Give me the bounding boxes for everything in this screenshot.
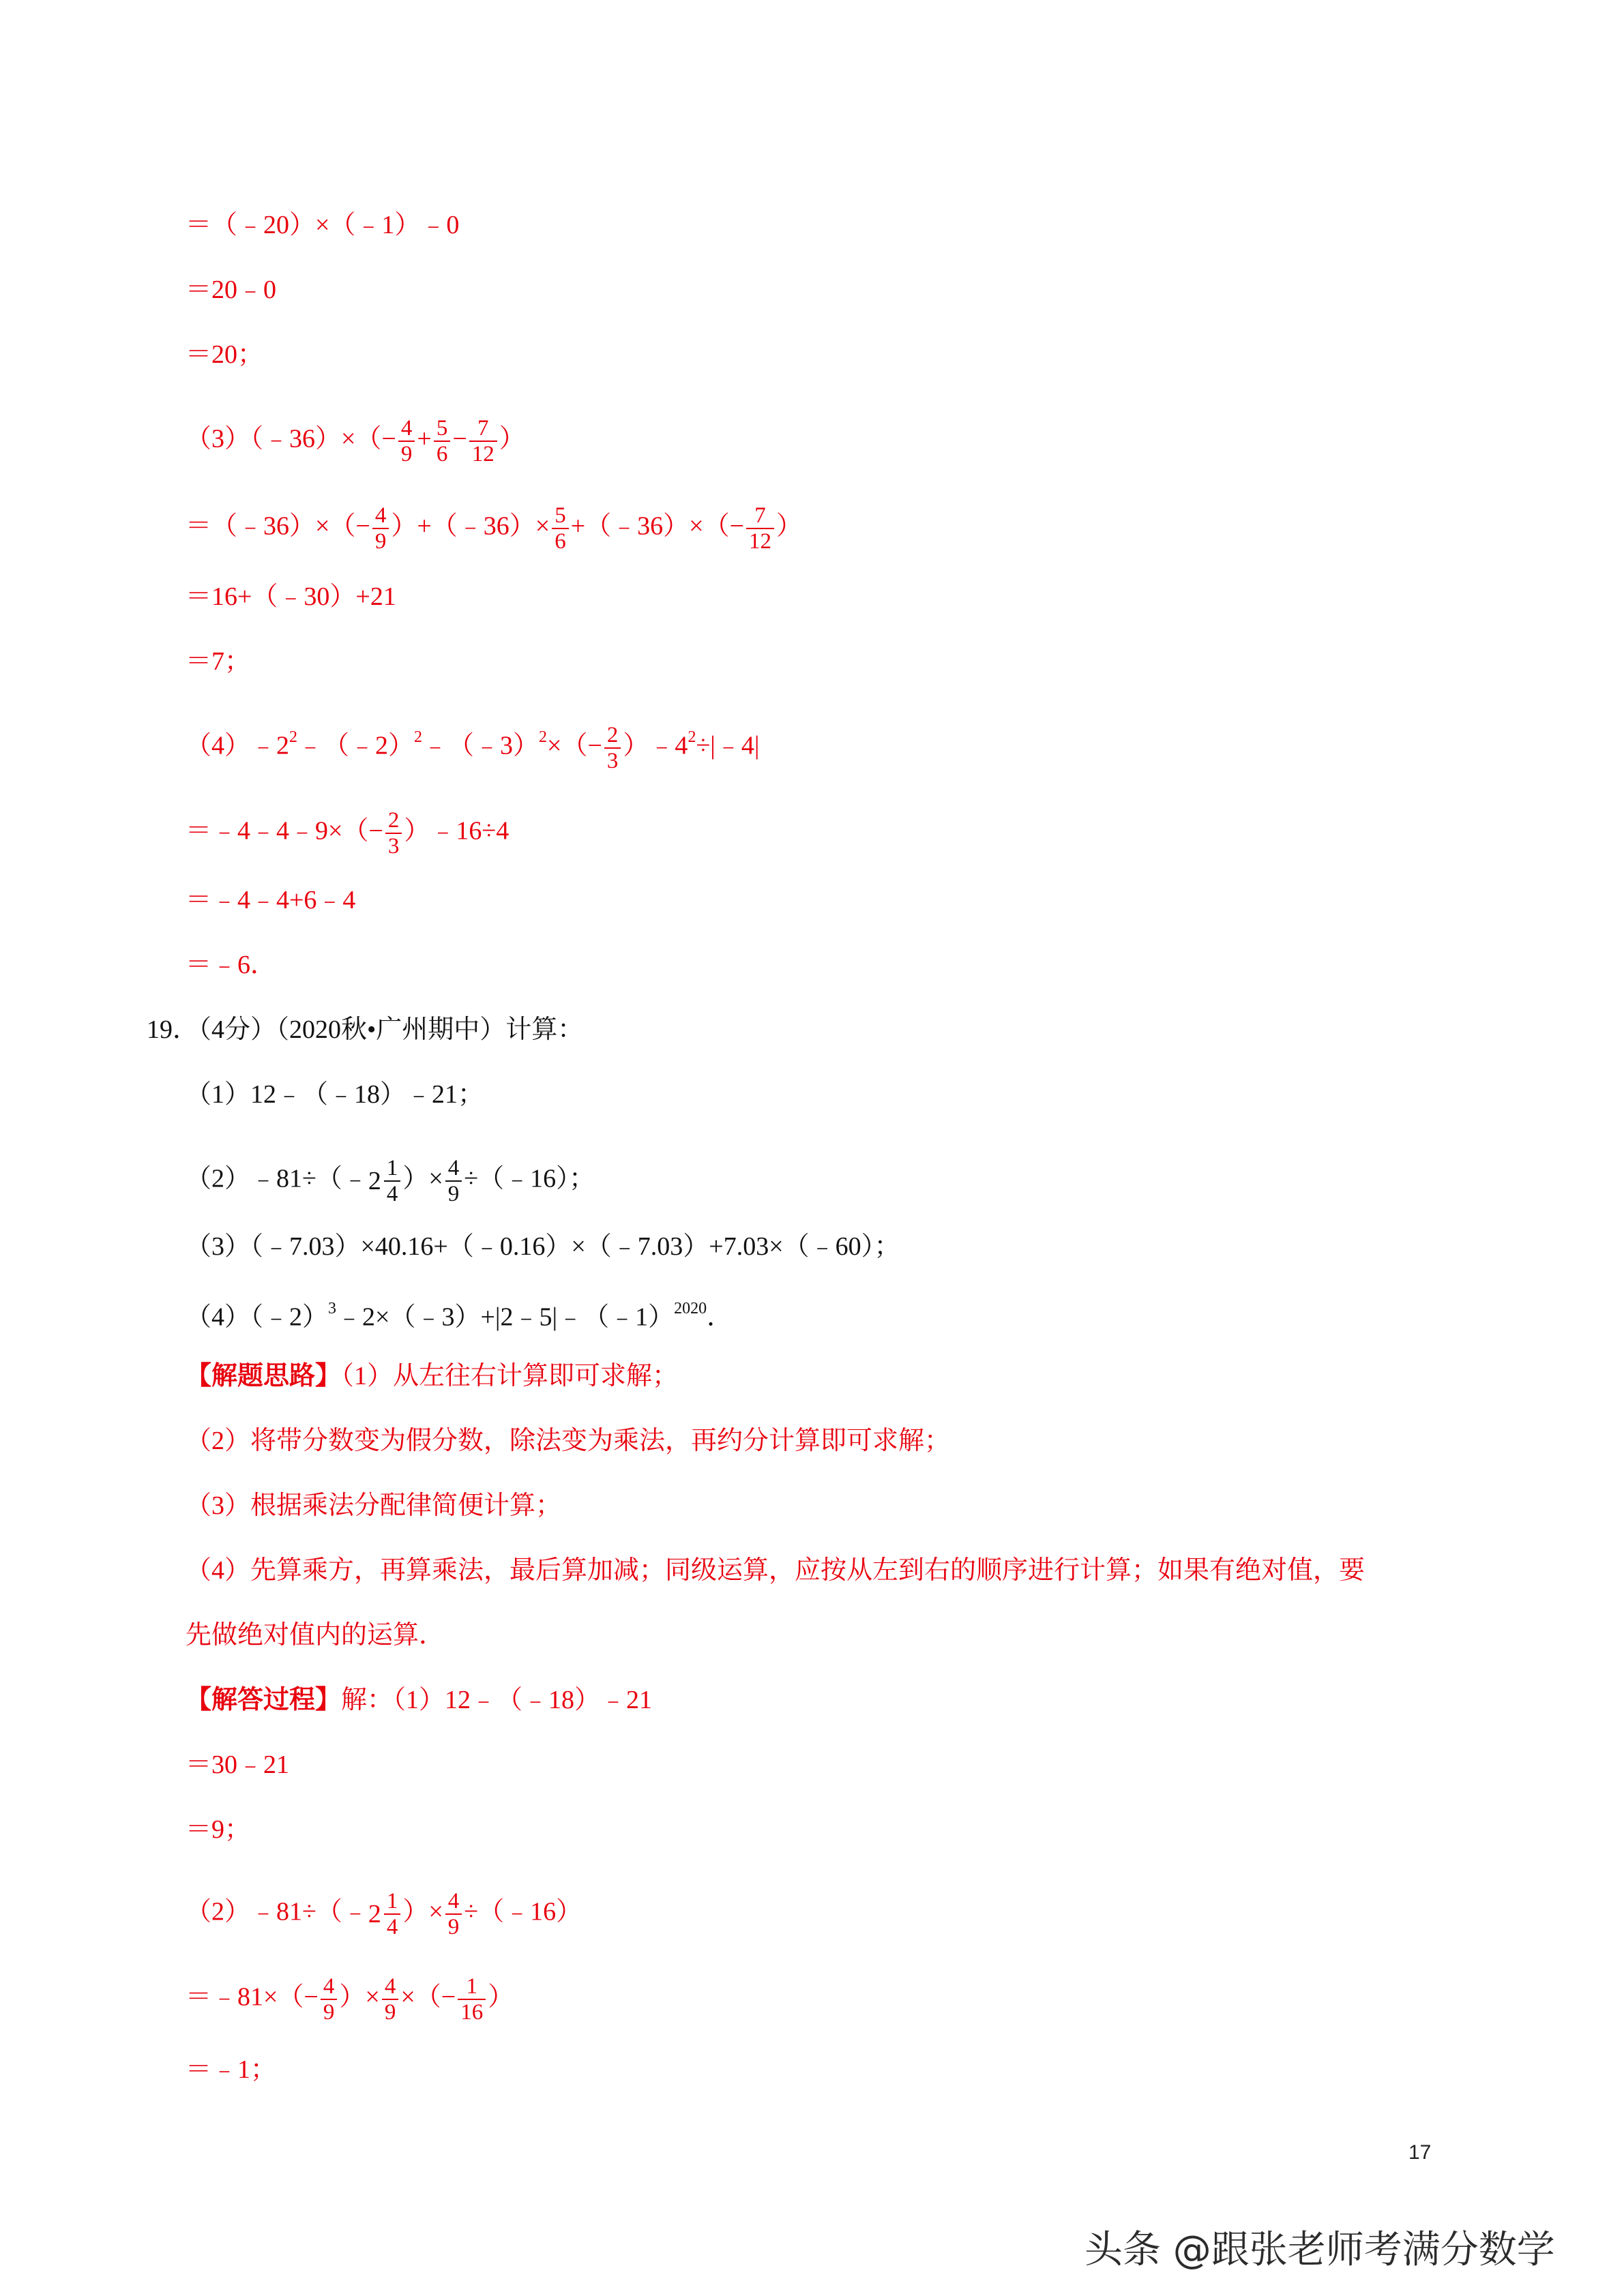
numerator: 7 [754, 503, 766, 528]
text: − [452, 424, 467, 453]
text: ×（− [547, 731, 602, 760]
numerator: 4 [447, 1889, 460, 1913]
fraction [445, 1156, 462, 1206]
fraction [552, 503, 569, 554]
fraction [398, 416, 415, 466]
numerator: 4 [400, 416, 413, 441]
text: （2）将带分数变为假分数，除法变为乘法，再约分计算即可求解； [186, 1427, 951, 1455]
text: （3）（﹣36）×（− [186, 424, 396, 453]
numerator: 7 [477, 416, 489, 441]
text: （4）（﹣2） [186, 1302, 329, 1332]
solution-line [186, 416, 525, 466]
text: ＝﹣4﹣4﹣9×（− [186, 816, 383, 846]
solution-line [186, 808, 509, 859]
numerator: 4 [374, 503, 387, 528]
text: ）× [402, 1897, 443, 1926]
solution-line [186, 273, 276, 307]
text: ） [488, 1982, 514, 2012]
text: （1）12﹣（﹣18）﹣21； [186, 1080, 484, 1109]
denominator: 9 [321, 1999, 338, 2025]
denominator: 9 [382, 1999, 399, 2025]
fraction [604, 723, 621, 773]
text: ） [776, 511, 803, 541]
text: ÷（﹣16） [464, 1897, 582, 1926]
numerator: 4 [447, 1156, 460, 1180]
denominator: 3 [604, 747, 621, 773]
question-title [147, 1013, 583, 1047]
whole-part: 2 [368, 1900, 381, 1928]
question-part [186, 1077, 484, 1112]
text: ＝20； [186, 340, 264, 369]
text: ×（− [400, 1982, 456, 2012]
answer-line [186, 2053, 276, 2087]
denominator: 3 [385, 833, 402, 859]
fraction [372, 503, 389, 554]
answer-line [186, 1889, 582, 1939]
solution-line [186, 644, 250, 679]
fraction [382, 1974, 399, 2025]
question-part [186, 1229, 900, 1264]
text: 19．（4分）（2020秋•广州期中）计算： [147, 1015, 584, 1044]
numerator: 2 [606, 723, 619, 747]
solution-line [186, 338, 263, 372]
text: ÷（﹣16）； [464, 1164, 595, 1193]
text: ＝16+（﹣30）+21 [186, 582, 396, 611]
text: ． [707, 1302, 733, 1332]
numerator: 1 [466, 1974, 477, 1999]
text: ﹣（﹣3） [422, 731, 540, 760]
denominator: 6 [434, 441, 451, 466]
text: ＝9； [186, 1815, 251, 1844]
denominator: 4 [384, 1180, 401, 1206]
page-number: 17 [1408, 2141, 1432, 2164]
text: ＝（﹣20）×（﹣1）﹣0 [186, 211, 460, 239]
text: （3）根据乘法分配律简便计算； [186, 1491, 562, 1520]
watermark: 头条 @跟张老师考满分数学 [1084, 2228, 1555, 2272]
solution-line [186, 208, 459, 242]
denominator: 12 [469, 441, 497, 466]
text: ＝﹣4﹣4+6﹣4 [186, 886, 356, 914]
solution-line [186, 723, 760, 773]
solution-line [186, 580, 396, 614]
exponent: 2 [414, 728, 423, 747]
text: （2）﹣81÷（﹣ [186, 1164, 368, 1193]
denominator: 9 [445, 1180, 462, 1206]
solution-idea [186, 1359, 678, 1393]
denominator: 16 [458, 1999, 486, 2025]
fraction [385, 808, 402, 859]
mixed-number [368, 1156, 403, 1206]
text: ＝30﹣21 [186, 1750, 290, 1779]
text: ） [499, 424, 525, 453]
fraction [384, 1889, 401, 1939]
fraction [434, 416, 451, 466]
whole-part: 2 [368, 1167, 381, 1195]
numerator: 5 [436, 416, 448, 441]
text: ＝﹣1； [186, 2055, 277, 2084]
fraction [469, 416, 497, 466]
solution-idea [186, 1618, 445, 1652]
text: ＝﹣81×（− [186, 1982, 319, 2012]
exponent: 2020 [674, 1300, 707, 1317]
text: （4）先算乘方，再算乘法，最后算加减；同级运算，应按从左到右的顺序进行计算；如果有绝对值，要 [186, 1556, 1365, 1585]
exponent: 2 [688, 728, 696, 747]
exponent: 2 [289, 728, 298, 747]
text: ）﹣4 [623, 731, 688, 760]
text: ）+（﹣36）× [391, 511, 550, 541]
numerator: 4 [384, 1974, 396, 1999]
text: （3）（﹣7.03）×40.16+（﹣0.16）×（﹣7.03）+7.03×（﹣60）； [186, 1232, 900, 1261]
answer-line [186, 1748, 289, 1782]
fraction [321, 1974, 338, 2025]
text: + [417, 424, 432, 453]
text: ÷|﹣4| [696, 731, 760, 760]
solution-line [186, 503, 802, 554]
denominator: 9 [445, 1913, 462, 1939]
text: ﹣（﹣2） [297, 731, 415, 760]
text: ﹣2×（﹣3）+|2﹣5|﹣（﹣1） [336, 1302, 675, 1332]
text: 解：（1）12﹣（﹣18）﹣21 [341, 1686, 653, 1714]
text: （1）从左往右计算即可求解； [341, 1362, 679, 1390]
answer-line [186, 1974, 514, 2025]
text: ＝7； [186, 647, 251, 676]
numerator: 2 [387, 808, 400, 833]
numerator: 1 [386, 1156, 398, 1180]
solution-line [186, 883, 355, 917]
section-label: 【解题思路】 [186, 1362, 342, 1390]
answer-process [186, 1683, 652, 1717]
numerator: 4 [323, 1974, 335, 1999]
text: ＝20﹣0 [186, 275, 277, 304]
text: +（﹣36）×（− [570, 511, 745, 541]
fraction [384, 1156, 401, 1206]
solution-line [186, 948, 276, 982]
text: （4）﹣2 [186, 731, 290, 760]
text: ）× [339, 1982, 380, 2012]
solution-idea [186, 1553, 1365, 1587]
text: ＝﹣6． [186, 951, 277, 979]
denominator: 9 [398, 441, 415, 466]
answer-line [186, 1813, 250, 1847]
denominator: 12 [746, 528, 774, 554]
text: （2）﹣81÷（﹣ [186, 1897, 368, 1926]
mixed-number [368, 1889, 403, 1939]
section-label: 【解答过程】 [186, 1686, 342, 1714]
text: 先做绝对值内的运算． [186, 1621, 445, 1650]
solution-idea [186, 1489, 561, 1523]
fraction [746, 503, 774, 554]
text: ＝（﹣36）×（− [186, 511, 370, 541]
denominator: 4 [384, 1913, 401, 1939]
fraction [458, 1974, 486, 2025]
fraction [445, 1889, 462, 1939]
denominator: 9 [372, 528, 389, 554]
numerator: 5 [555, 503, 566, 528]
text: ）﹣16÷4 [404, 816, 510, 846]
exponent: 3 [328, 1300, 337, 1317]
question-part [186, 1294, 733, 1335]
denominator: 6 [552, 528, 569, 554]
solution-idea [186, 1424, 950, 1458]
numerator: 1 [386, 1889, 398, 1913]
text: ）× [402, 1164, 443, 1193]
exponent: 2 [539, 728, 548, 747]
question-part [186, 1156, 595, 1206]
